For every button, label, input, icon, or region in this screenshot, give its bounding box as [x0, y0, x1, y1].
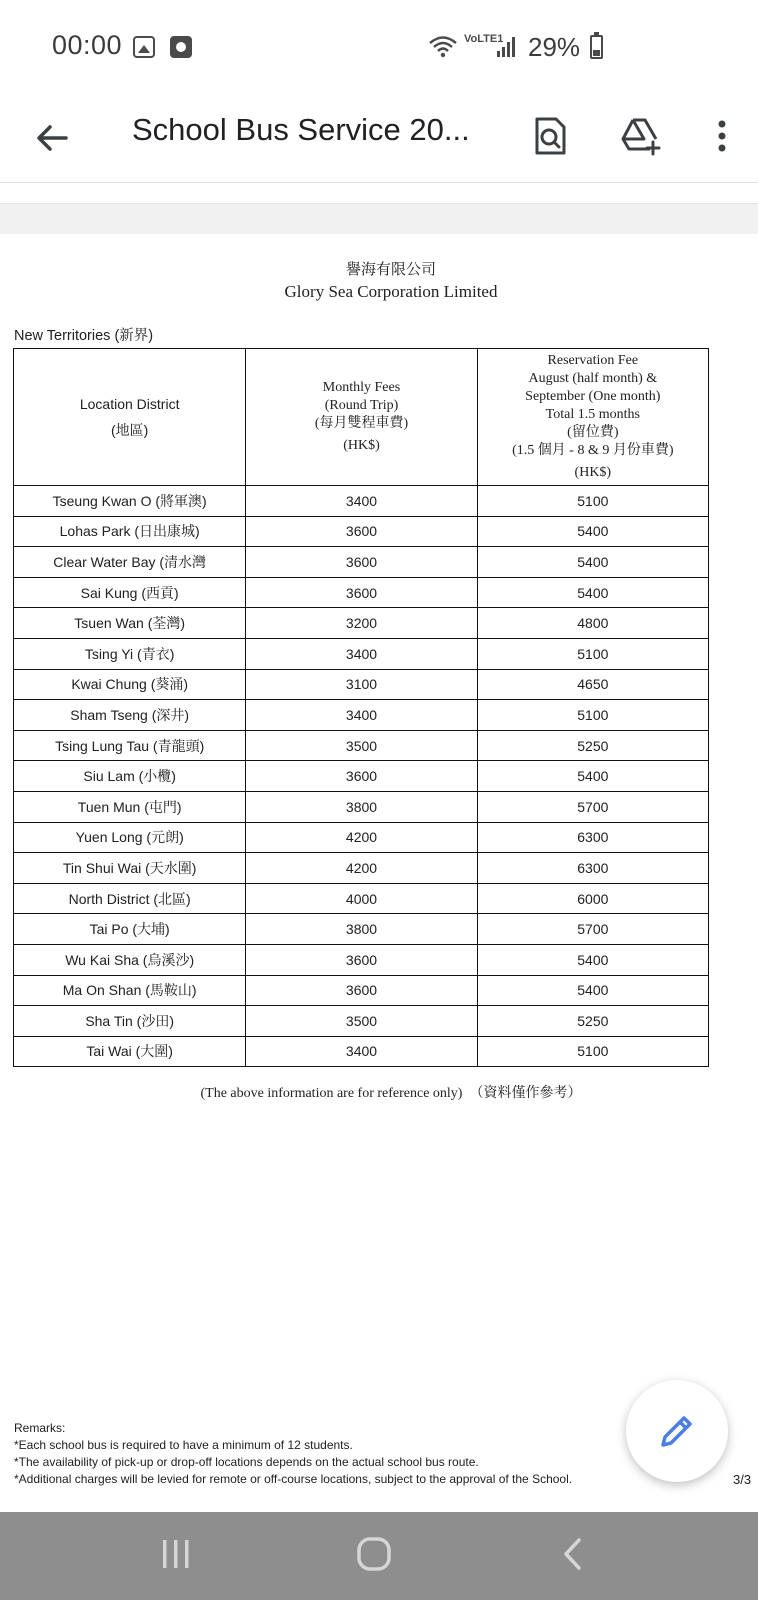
monthly-fee-cell: 3600 — [246, 516, 477, 547]
monthly-fee-cell: 3100 — [246, 669, 477, 700]
table-body — [14, 486, 709, 1067]
district-cell: Tin Shui Wai (天水圍) — [14, 853, 246, 884]
monthly-fee-cell: 4200 — [246, 853, 477, 884]
reservation-fee-cell: 5250 — [477, 1006, 708, 1037]
district-cell: Tsuen Wan (荃灣) — [14, 608, 246, 639]
header-line: Total 1.5 months — [545, 407, 640, 422]
district-cell: Kwai Chung (葵涌) — [14, 669, 246, 700]
reservation-fee-cell: 6300 — [477, 853, 708, 884]
district-cell: Tsing Lung Tau (青龍頭) — [14, 730, 246, 761]
monthly-fee-cell: 3600 — [246, 547, 477, 578]
table-row — [14, 761, 709, 792]
table-row — [14, 975, 709, 1006]
monthly-fee-cell: 3400 — [246, 486, 477, 517]
system-nav-bar — [0, 1512, 758, 1600]
monthly-fee-cell: 4000 — [246, 883, 477, 914]
table-row — [14, 577, 709, 608]
header-line: (留位費) — [567, 425, 619, 440]
monthly-fee-cell: 3600 — [246, 577, 477, 608]
district-cell: Tuen Mun (屯門) — [14, 791, 246, 822]
company-name-chinese: 譽海有限公司 — [345, 260, 436, 278]
district-cell: Siu Lam (小欖) — [14, 761, 246, 792]
district-cell: Tai Wai (大圍) — [14, 1036, 246, 1067]
reservation-fee-cell: 6000 — [477, 883, 708, 914]
battery-percent: 29% — [528, 32, 581, 62]
reservation-fee-cell: 5400 — [477, 577, 708, 608]
reservation-fee-cell: 5700 — [477, 914, 708, 945]
header-line: Reservation Fee — [547, 353, 639, 368]
reference-note: (The above information are for reference only) （資料僅作參考） — [200, 1086, 582, 1101]
page-separator — [0, 203, 758, 235]
header-reservation-fee — [477, 349, 708, 486]
header-line: Monthly Fees — [322, 380, 401, 395]
monthly-fee-cell: 3400 — [246, 638, 477, 669]
header-line: (HK$) — [343, 438, 380, 453]
reservation-fee-cell: 5100 — [477, 1036, 708, 1067]
reservation-fee-cell: 5250 — [477, 730, 708, 761]
header-line: September (One month) — [525, 389, 661, 404]
district-cell: Lohas Park (日出康城) — [14, 516, 246, 547]
arrow-left-icon[interactable] — [30, 116, 74, 160]
monthly-fee-cell: 4200 — [246, 822, 477, 853]
battery-level — [593, 50, 600, 56]
fee-table — [13, 348, 709, 1067]
monthly-fee-cell: 3400 — [246, 1036, 477, 1067]
remarks-line: *Additional charges will be levied for remote or off-course locations, subject to the approval of the School. — [14, 1472, 573, 1486]
table-row — [14, 638, 709, 669]
header-line: Location District — [79, 396, 180, 412]
monthly-fee-cell: 3600 — [246, 944, 477, 975]
table-row — [14, 486, 709, 517]
reservation-fee-cell: 4650 — [477, 669, 708, 700]
reservation-fee-cell: 5400 — [477, 975, 708, 1006]
monthly-fee-cell: 3200 — [246, 608, 477, 639]
reservation-fee-cell: 5700 — [477, 791, 708, 822]
table-row — [14, 730, 709, 761]
table-row — [14, 883, 709, 914]
nav-back-icon[interactable] — [560, 1536, 586, 1572]
edit-button[interactable] — [626, 1380, 728, 1482]
header-line: (HK$) — [574, 465, 612, 480]
app-bar — [0, 96, 758, 183]
reservation-fee-cell: 5400 — [477, 944, 708, 975]
district-cell: North District (北區) — [14, 883, 246, 914]
header-line: August (half month) & — [528, 371, 658, 386]
table-row — [14, 791, 709, 822]
monthly-fee-cell: 3600 — [246, 761, 477, 792]
monthly-fee-cell: 3500 — [246, 1006, 477, 1037]
wifi-icon — [428, 34, 458, 60]
table-row — [14, 516, 709, 547]
reservation-fee-cell: 5100 — [477, 700, 708, 731]
table-row — [14, 608, 709, 639]
header-line: (Round Trip) — [324, 398, 399, 413]
remarks-line: Remarks: — [14, 1421, 66, 1435]
district-cell: Sai Kung (西貢) — [14, 577, 246, 608]
reservation-fee-cell: 5400 — [477, 547, 708, 578]
more-vert-icon[interactable] — [700, 114, 744, 158]
pencil-icon — [657, 1411, 697, 1451]
table-row — [14, 700, 709, 731]
reservation-fee-cell: 4800 — [477, 608, 708, 639]
battery-icon — [590, 35, 603, 59]
company-name-english: Glory Sea Corporation Limited — [284, 282, 498, 301]
remarks-line: *Each school bus is required to have a minimum of 12 students. — [14, 1438, 353, 1452]
district-cell: Tai Po (大埔) — [14, 914, 246, 945]
district-cell: Tseung Kwan O (將軍澳) — [14, 486, 246, 517]
reservation-fee-cell: 5100 — [477, 486, 708, 517]
table-header-row — [14, 349, 709, 486]
header-monthly-fees — [246, 349, 477, 486]
find-in-document-icon[interactable] — [528, 114, 572, 158]
page-indicator: 3/3 — [733, 1472, 752, 1487]
table-row — [14, 1036, 709, 1067]
region-label: New Territories (新界) — [14, 328, 154, 344]
screen-record-icon — [170, 36, 192, 58]
table-row — [14, 853, 709, 884]
network-type-label: VoLTE1 — [464, 33, 504, 45]
document-title: School Bus Service 20... — [132, 112, 470, 147]
district-cell: Tsing Yi (青衣) — [14, 638, 246, 669]
district-cell: Wu Kai Sha (烏溪沙) — [14, 944, 246, 975]
remarks-line: *The availability of pick-up or drop-off locations depends on the actual school bus route. — [14, 1455, 479, 1469]
table-row — [14, 547, 709, 578]
reservation-fee-cell: 5400 — [477, 761, 708, 792]
monthly-fee-cell: 3500 — [246, 730, 477, 761]
monthly-fee-cell: 3400 — [246, 700, 477, 731]
home-icon[interactable] — [356, 1536, 392, 1572]
image-notification-icon — [133, 36, 155, 58]
table-row — [14, 1006, 709, 1037]
header-line: (1.5 個月 - 8 & 9 月份車費) — [512, 443, 674, 458]
table-row — [14, 822, 709, 853]
reservation-fee-cell: 5400 — [477, 516, 708, 547]
monthly-fee-cell: 3800 — [246, 914, 477, 945]
add-to-drive-icon[interactable] — [618, 114, 662, 158]
reservation-fee-cell: 5100 — [477, 638, 708, 669]
district-cell: Ma On Shan (馬鞍山) — [14, 975, 246, 1006]
district-cell: Clear Water Bay (清水灣 — [14, 547, 246, 578]
district-cell: Sha Tin (沙田) — [14, 1006, 246, 1037]
header-line: (每月雙程車費) — [314, 416, 409, 431]
header-location — [14, 349, 246, 486]
recent-apps-icon[interactable] — [160, 1536, 192, 1572]
header-line: (地區) — [111, 422, 149, 438]
monthly-fee-cell: 3600 — [246, 975, 477, 1006]
district-cell: Yuen Long (元朗) — [14, 822, 246, 853]
signal-icon — [496, 36, 516, 58]
table-row — [14, 914, 709, 945]
table-row — [14, 944, 709, 975]
monthly-fee-cell: 3800 — [246, 791, 477, 822]
table-row — [14, 669, 709, 700]
district-cell: Sham Tseng (深井) — [14, 700, 246, 731]
reservation-fee-cell: 6300 — [477, 822, 708, 853]
remarks-section — [14, 1420, 572, 1488]
status-bar — [0, 0, 758, 96]
clock: 00:00 — [52, 30, 123, 60]
document-page[interactable] — [0, 234, 758, 1508]
